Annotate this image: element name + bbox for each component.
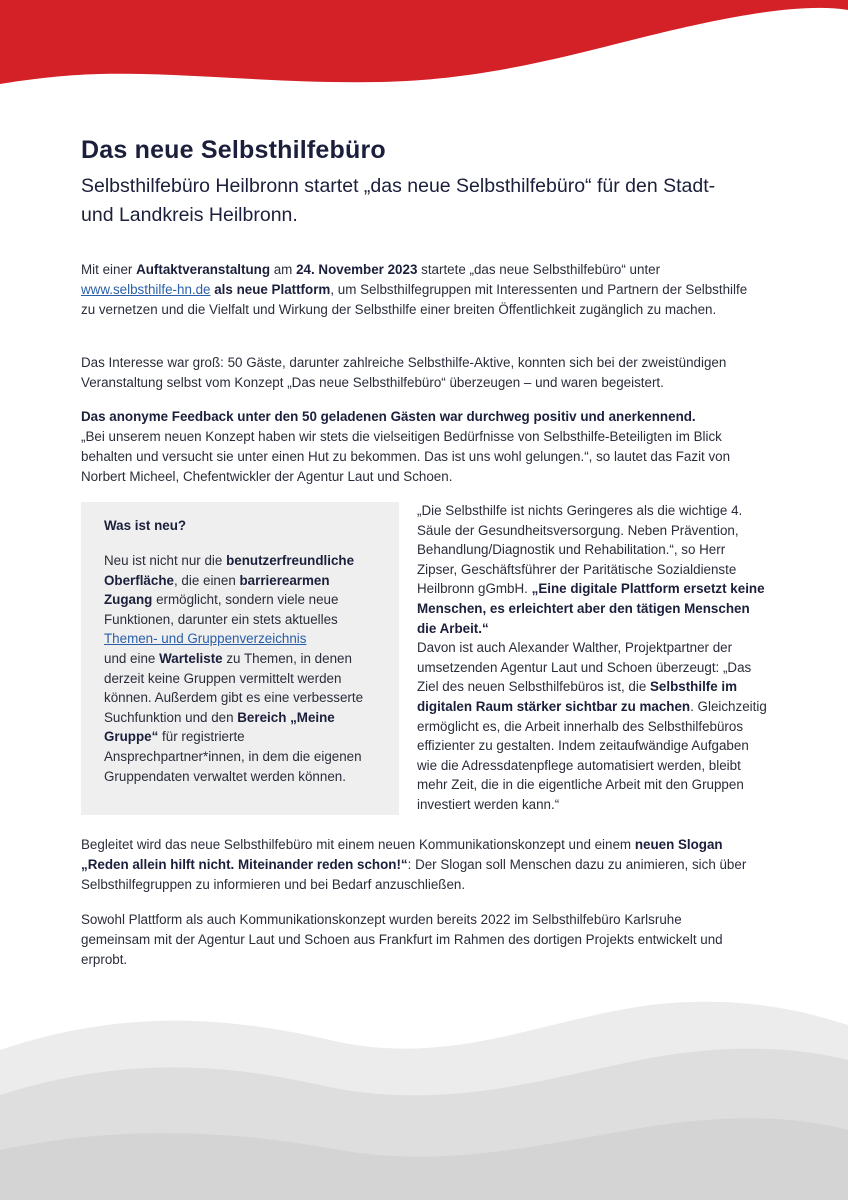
text: : Der Slogan soll Menschen dazu zu animieren, sich über Selbsthilfegruppen zu informieren und bei Bedarf anzuschließen. [81,857,747,892]
bold-slogan: neuen Slogan „Reden allein hilft nicht. Miteinander reden schon!“ [81,837,723,872]
info-box-whats-new [81,502,399,815]
paragraph-feedback [81,407,771,487]
feedback-heading: Das anonyme Feedback unter den 50 geladenen Gästen war durchweg positiv und anerkennend. [81,409,696,424]
text: , die einen [173,572,240,588]
quote-paragraph [417,501,769,815]
text: startete „das neue Selbsthilfebüro“ unter [417,262,661,277]
bold-text: Selbsthilfe im digitalen Raum stärker sichtbar zu machen [417,679,738,714]
text: und eine [104,650,160,666]
bold-quote: „Eine digitale Plattform ersetzt keine Menschen, es erleichtert aber den tätigen Menschen die Arbeit.“ [417,581,765,636]
info-box-title: Was ist neu? [104,518,187,533]
paragraph-slogan [81,835,771,895]
paragraph-origin: Sowohl Plattform als auch Kommunikationskonzept wurden bereits 2022 im Selbsthilfebüro Karlsruhe gemeinsam mit der Agentur Laut und Schoen aus Frankfurt im Rahmen des dortigen Projekts entwickelt und erprobt. [81,912,723,967]
text: zu Themen, in denen derzeit keine Gruppen vermittelt werden können. Außerdem gibt es eine verbesserte Suchfunktion und den [104,650,364,725]
website-link[interactable]: www.selbsthilfe-hn.de [81,282,211,297]
bold-text: Auftaktveranstaltung [136,262,271,277]
bold-date: 24. November 2023 [296,262,418,277]
bold-text: benutzerfreundliche Oberfläche [104,553,355,588]
page-subtitle: Selbsthilfebüro Heilbronn startet „das neue Selbsthilfebüro“ für den Stadt- und Landkreis Heilbronn. [81,175,716,226]
text: am [270,262,297,277]
paragraph-intro [81,260,751,320]
info-box-text [104,551,377,786]
bold-text: als neue Plattform [210,282,331,297]
text: , um Selbsthilfegruppen mit Interessenten und Partnern der Selbsthilfe zu vernetzen und die Vielfalt und Wirkung der Selbsthilfe einer breiten Öffentlichkeit zugänglich zu machen. [81,282,748,317]
bold-text: Warteliste [159,650,223,666]
top-red-wave [0,0,848,95]
paragraph-interest: Das Interesse war groß: 50 Gäste, darunter zahlreiche Selbsthilfe-Aktive, konnten sich bei der zweistündigen Veranstaltung selbst vom Konzept „Das neue Selbsthilfebüro“ überzeugen – und waren begeistert. [81,355,727,390]
text: Davon ist auch Alexander Walther, Projektpartner der umsetzenden Agentur Laut und Schoen überzeugt: „Das Ziel des neuen Selbsthilfebüros ist, die [417,640,752,695]
page-title: Das neue Selbsthilfebüro [81,136,386,164]
text: Begleitet wird das neue Selbsthilfebüro mit einem neuen Kommunikationskonzept und einem [81,837,635,852]
text: Mit einer [81,262,137,277]
bottom-gray-waves [0,990,848,1200]
text: ermöglicht, sondern viele neue Funktionen, darunter ein stets aktuelles [104,592,339,627]
text: „Die Selbsthilfe ist nichts Geringeres als die wichtige 4. Säule der Gesundheitsversorgung. Neben Prävention, Behandlung/Diagnostik und Rehabilitation.“, so Herr Zipser, Geschäftsführer der Paritätische Sozialdienste Heilbronn gGmbH. [417,503,743,597]
text: . Gleichzeitig ermöglicht es, die Arbeit innerhalb des Selbsthilfebüros effizienter zu gestalten. Indem zeitaufwändige Aufgaben wie die Adressdatenpflege automatisiert werden, bleibt mehr Zeit, die in die eigentliche Arbeit mit den Gruppen investiert werden kann.“ [417,698,767,812]
bold-text: barrierearmen Zugang [104,572,330,608]
feedback-quote: „Bei unserem neuen Konzept haben wir stets die vielseitigen Bedürfnisse von Selbsthilfe-Beteiligten im Blick behalten und versucht sie unter einen Hut zu bekommen. Das ist uns wohl gelungen.“, so lautet das Fazit von Norbert Micheel, Chefentwickler der Agentur Laut und Schoen. [81,429,731,484]
directory-link[interactable]: Themen- und Gruppenverzeichnis [104,631,307,647]
bold-text: Bereich „Meine Gruppe“ [104,709,335,745]
right-column [417,501,769,815]
text: für registrierte Ansprechpartner*innen, in dem die eigenen Gruppendaten verwaltet werden können. [104,729,362,784]
text: Neu ist nicht nur die [104,553,227,568]
